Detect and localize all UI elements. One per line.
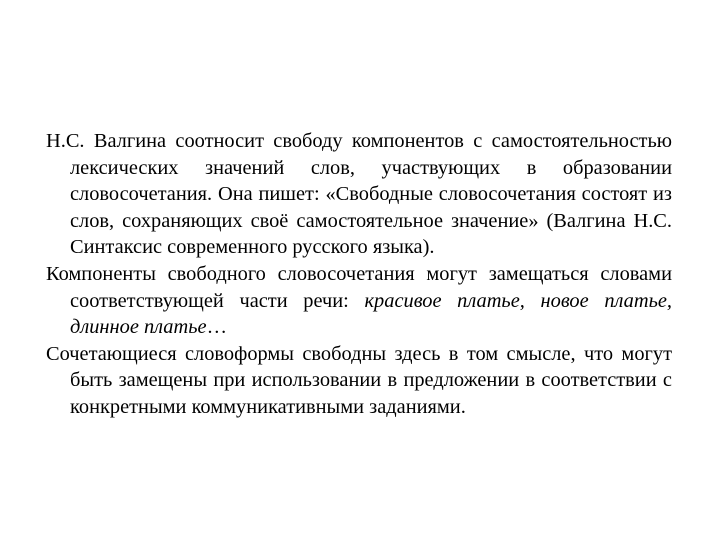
paragraph-text: Сочетающиеся словоформы свободны здесь в том смысле, что могут быть замещены при использовании в предложении в соответствии с конкретными коммуникативными заданиями. <box>46 342 672 418</box>
paragraph-wordforms <box>46 341 672 421</box>
paragraph-components <box>46 261 672 341</box>
paragraph-text: Н.С. Валгина соотносит свободу компонентов с самостоятельностью лексических значений слов, участвующих в образовании словосочетания. Она пишет: «Свободные словосочетания состоят из слов, сохраняющих своё самостоятельное значение» (Валгина Н.С. Синтаксис современного русского языка). <box>46 130 672 259</box>
example-phrases: красивое платье, новое платье, длинное платье <box>70 289 672 339</box>
paragraph-valgina <box>46 128 672 261</box>
paragraph-text: Компоненты свободного словосочетания могут замещаться словами соответствующей части речи: <box>46 262 672 312</box>
slide-body <box>46 128 672 421</box>
ellipsis: … <box>206 316 227 339</box>
